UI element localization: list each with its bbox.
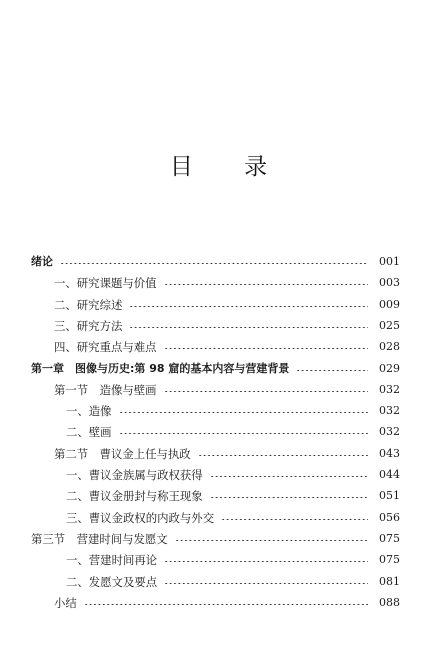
dot-leader	[129, 327, 368, 328]
toc-entry-page-number: 025	[379, 318, 400, 332]
toc-entry[interactable]	[66, 551, 400, 569]
dot-leader	[119, 433, 368, 434]
toc-entry[interactable]	[54, 317, 400, 335]
toc-entry-label: 一、造像	[66, 404, 112, 419]
toc-entry-page-number: 051	[379, 489, 400, 503]
toc-entry[interactable]	[54, 594, 400, 612]
toc-entry[interactable]	[54, 381, 400, 399]
toc-entry-label: 一、研究课题与价值	[54, 276, 157, 291]
page-title: 目 录	[169, 154, 290, 180]
toc-entry[interactable]	[54, 338, 400, 356]
dot-leader	[164, 284, 368, 285]
toc-entry-label: 绪论	[31, 255, 53, 268]
dot-leader	[119, 412, 368, 413]
toc-entry[interactable]	[66, 509, 400, 527]
toc-entry[interactable]	[66, 573, 400, 591]
dot-leader	[296, 370, 368, 371]
toc-entry-label: 三、曹议金政权的内政与外交	[66, 510, 215, 525]
toc-entry-label: 第二节 曹议金上任与执政	[54, 446, 191, 461]
dot-leader	[175, 540, 368, 541]
toc-entry-page-number: 001	[379, 255, 400, 268]
toc-entry[interactable]	[66, 466, 400, 484]
toc-entry-page-number: 044	[379, 468, 400, 481]
toc-entry-page-number: 028	[379, 340, 400, 354]
toc-entry-label: 小结	[54, 595, 77, 610]
toc-entry-page-number: 003	[379, 276, 400, 290]
dot-leader	[221, 519, 368, 520]
toc-entry-label: 第三节 营建时间与发愿文	[31, 531, 168, 546]
toc-entry-label: 一、营建时间再论	[66, 553, 158, 568]
dot-leader	[164, 561, 368, 562]
toc-entry-label: 二、发愿文及要点	[66, 574, 158, 589]
toc-entry-page-number: 032	[379, 404, 400, 418]
dot-leader	[60, 263, 368, 264]
toc-entry-label: 二、曹议金册封与称王现象	[66, 489, 203, 504]
toc-entry[interactable]	[66, 423, 400, 441]
toc-entry[interactable]	[54, 296, 400, 314]
toc-entry-page-number: 009	[379, 297, 400, 311]
toc-entry[interactable]	[66, 487, 400, 505]
dot-leader	[210, 476, 368, 477]
toc-entry[interactable]	[54, 274, 400, 292]
toc-entry-label: 第一节 造像与壁画	[54, 382, 157, 397]
toc-entry-page-number: 043	[379, 446, 400, 460]
dot-leader	[129, 306, 368, 307]
toc-entry-page-number: 056	[379, 510, 400, 524]
dot-leader	[210, 497, 368, 498]
toc-entry-page-number: 088	[379, 595, 400, 609]
dot-leader	[198, 455, 368, 456]
toc-entry-page-number: 075	[379, 531, 400, 545]
toc-entry[interactable]	[31, 360, 400, 378]
toc-entry-page-number: 075	[379, 553, 400, 567]
toc-entry-label: 二、壁画	[66, 425, 112, 440]
toc-entry[interactable]	[54, 445, 400, 463]
toc-entry[interactable]	[31, 530, 400, 548]
toc-entry[interactable]	[66, 402, 400, 420]
dot-leader	[164, 583, 368, 584]
dot-leader	[164, 391, 368, 392]
toc-entry-page-number: 032	[379, 382, 400, 396]
toc-entry-page-number: 029	[379, 361, 400, 375]
toc-entry-label: 四、研究重点与难点	[54, 340, 157, 355]
toc-entry-page-number: 032	[379, 425, 400, 439]
toc-entry-label: 二、研究综述	[54, 297, 123, 312]
dot-leader	[164, 348, 368, 349]
toc-entry[interactable]	[31, 253, 400, 271]
toc-entry-label: 三、研究方法	[54, 318, 123, 333]
toc-entry-label: 第一章 图像与历史:第 98 窟的基本内容与营建背景	[31, 361, 290, 375]
toc-entry-label: 一、曹议金族属与政权获得	[66, 468, 203, 482]
dot-leader	[84, 604, 368, 605]
toc-entry-page-number: 081	[379, 574, 400, 588]
